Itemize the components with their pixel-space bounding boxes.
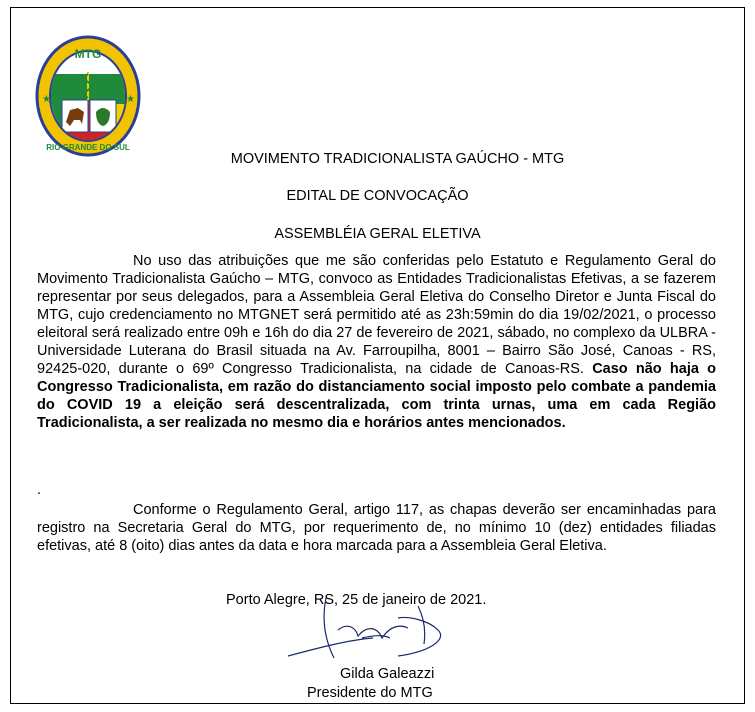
organization-heading: MOVIMENTO TRADICIONALISTA GAÚCHO - MTG (230, 151, 565, 167)
handwritten-signature (278, 578, 478, 678)
logo-top-text: MTG (74, 47, 102, 61)
signer-role: Presidente do MTG (307, 685, 433, 701)
regulation-paragraph: Conforme o Regulamento Geral, artigo 117, as chapas deverão ser encaminhadas para registro na Secretaria Geral do MTG, por requerimento de, no mínimo 10 (dez) entidades filiadas efetivas, até 8 (oito) dias antes da data e hora marcada para a Assembleia Geral Eletiva. (37, 502, 716, 554)
star-icon: ★ (42, 94, 51, 105)
star-icon: ★ (126, 94, 135, 105)
signer-name: Gilda Galeazzi (340, 666, 435, 682)
place-date: Porto Alegre, RS, 25 de janeiro de 2021. (226, 592, 487, 608)
logo-ring-text: RIO GRANDE DO SUL (46, 143, 130, 152)
mtg-logo (34, 34, 142, 158)
edital-heading: EDITAL DE CONVOCAÇÃO (286, 188, 469, 204)
convocation-text: No uso das atribuições que me são conferidas pelo Estatuto e Regulamento Geral do Movimento Tradicionalista Gaúcho – MTG, convoco as Entidades Tradicionalistas Efetivas, a se fazerem representar por seus delegados, para a Assembleia Geral Eletiva do Conselho Diretor e Junta Fiscal do MTG, cujo credenciamento no MTGNET será permitido até as 23h:59min do dia 19/02/2021, o processo eleitoral será realizado entre 09h e 16h do dia 27 de fevereiro de 2021, sábado, no complexo da ULBRA - Universidade Luterana do Brasil situada na Av. Farroupilha, 8001 – Bairro São José, Canoas - RS, 92425-020, durante o 69º Congresso Tradicionalista, na cidade de Canoas-RS. (37, 253, 716, 377)
contingency-notice: Caso não haja o Congresso Tradicionalista, em razão do distanciamento social imposto pelo combate a pandemia do COVID 19 a eleição será descentralizada, com trinta urnas, uma em cada Região Tradicionalista, a ser realizada no mesmo dia e horários antes mencionados. (37, 361, 716, 431)
assembly-heading: ASSEMBLÉIA GERAL ELETIVA (274, 226, 481, 242)
convocation-paragraph (37, 252, 716, 432)
separator-dot: . (37, 482, 42, 498)
